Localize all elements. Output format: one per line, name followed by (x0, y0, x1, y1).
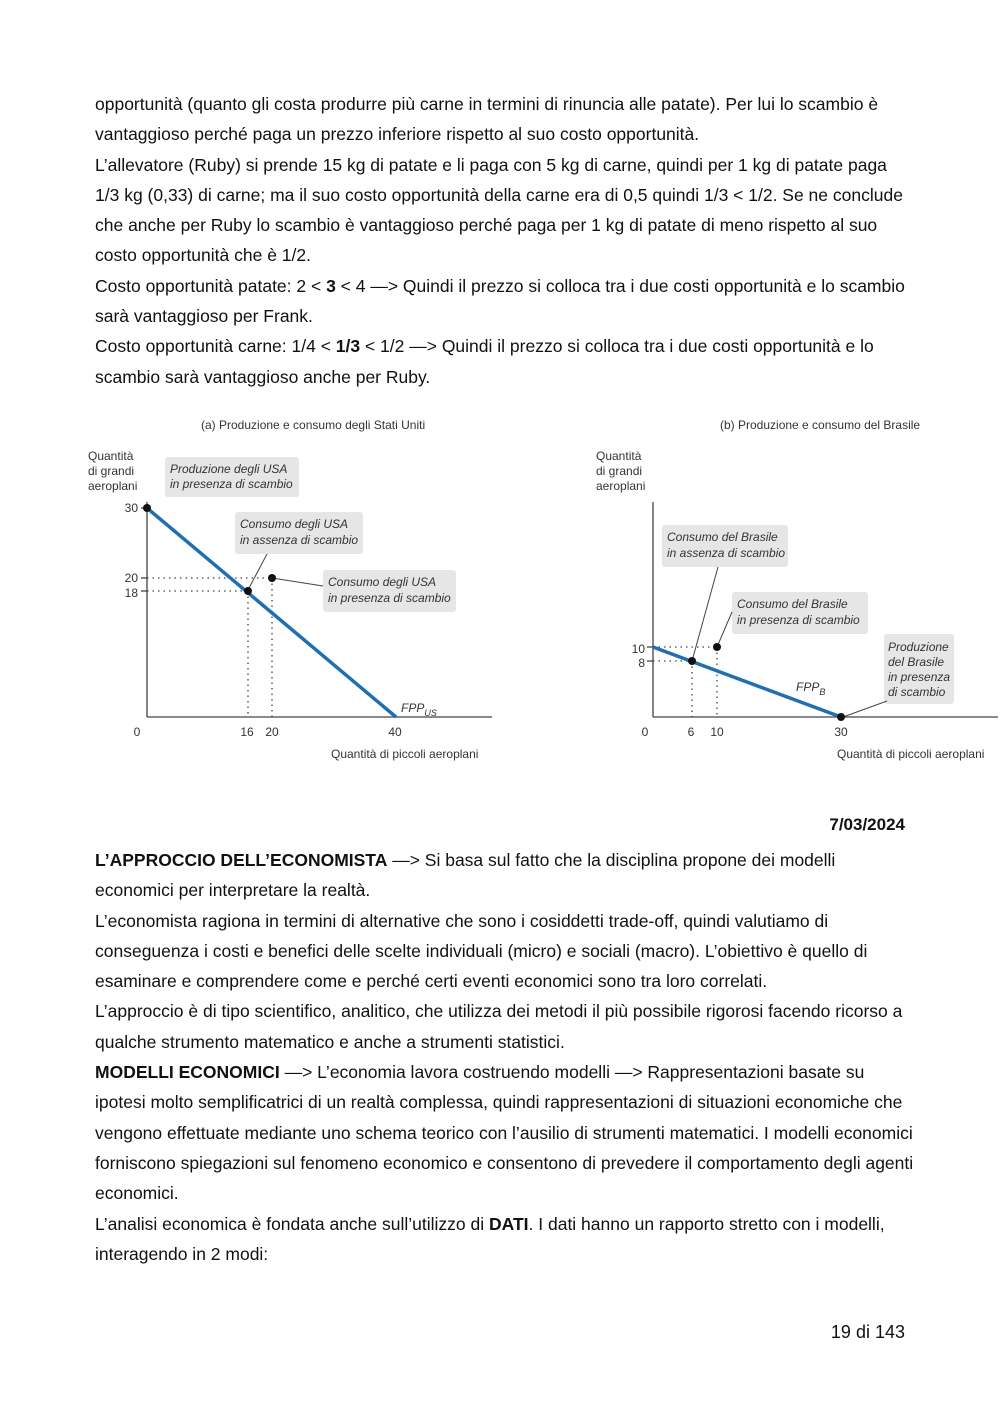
paragraph (95, 845, 915, 906)
paragraph (95, 331, 915, 392)
page-number: 19 di 143 (830, 1322, 905, 1342)
paragraph (95, 1209, 915, 1270)
panel-b-ppf-label-sub: B (819, 687, 826, 697)
panel-a-note-no-trade-1: Consumo degli USA (240, 517, 349, 531)
panel-b-x-label: Quantità di piccoli aeroplani (837, 747, 985, 761)
panel-b-note-production-1: Produzione (888, 640, 949, 654)
paragraph (95, 271, 915, 332)
panel-b-xtick-10: 10 (710, 725, 724, 739)
bold-text: MODELLI ECONOMICI (95, 1062, 280, 1083)
panel-a-point-no-trade (244, 587, 252, 595)
text-run: Costo opportunità carne: 1/4 < (95, 336, 336, 357)
panel-b-ppf-label (796, 680, 825, 697)
panel-a-point-trade (268, 574, 276, 582)
panel-a-chart (80, 405, 500, 775)
panel-a-xtick-16: 16 (240, 725, 254, 739)
panel-b-ytick-10: 10 (631, 642, 645, 656)
panel-a-ytick-30: 30 (124, 501, 138, 515)
text-block-bottom (95, 845, 915, 1269)
panel-b-note-production-3: in presenza (888, 670, 951, 684)
paragraph (95, 996, 915, 1057)
panel-b-title: (b) Produzione e consumo del Brasile (720, 418, 921, 432)
panel-b-leader-production (843, 701, 887, 717)
panel-a-ytick-20: 20 (124, 571, 138, 585)
text-run: —> L’economia lavora costruendo modelli —> Rappresentazioni basate su ipotesi molto semplificatrici di un realtà complessa, quindi rappresentazioni di situazioni economiche che vengono effettuate mediante uno schema teorico con l’ausilio di strumenti matematici. I modelli economici forniscono spiegazioni sul fenomeno economico e consentono di prevedere il comportamento degli agenti economici. (95, 1062, 914, 1204)
panel-b-note-no-trade-1: Consumo del Brasile (667, 530, 778, 544)
text-run: L’approccio è di tipo scientifico, analitico, che utilizza dei metodi il più possibile rigorosi facendo ricorso a qualche strumento matematico e anche a strumenti statistici. (95, 1001, 903, 1052)
text-run: opportunità (quanto gli costa produrre più carne in termini di rinuncia alle patate). Per lui lo scambio è vantaggioso perché paga un prezzo inferiore rispetto al suo costo opportunità. (95, 94, 879, 145)
panel-b-point-production (837, 713, 845, 721)
panel-b-note-production-2: del Brasile (888, 655, 945, 669)
panel-a-y-label-3: aeroplani (88, 479, 138, 493)
bold-text: DATI (489, 1213, 529, 1234)
panel-a-x-label: Quantità di piccoli aeroplani (331, 747, 479, 761)
panel-a-ppf-label (401, 701, 437, 718)
panel-a-ytick-18: 18 (124, 586, 138, 600)
panel-a-note-no-trade-2: in assenza di scambio (240, 533, 359, 547)
text-run: . I dati hanno un rapporto stretto con i modelli, interagendo in 2 modi: (95, 1213, 885, 1264)
panel-b-point-no-trade (688, 657, 696, 665)
paragraph (95, 89, 915, 150)
text-run: < 1/2 —> Quindi il prezzo si colloca tra i due costi opportunità e lo scambio sarà vantaggioso anche per Ruby. (95, 336, 874, 387)
panel-b-xtick-30: 30 (834, 725, 848, 739)
text-run: —> Si basa sul fatto che la disciplina propone dei modelli economici per interpretare la realtà. (95, 850, 836, 901)
section-date: 7/03/2024 (829, 815, 905, 834)
text-run: Costo opportunità patate: 2 < (95, 275, 327, 296)
panel-a-ppf-label-sub: US (424, 708, 437, 718)
bold-text: 1/3 (335, 336, 361, 357)
panel-b-y-label-3: aeroplani (596, 479, 646, 493)
panel-a-note-trade-1: Consumo degli USA (328, 575, 437, 589)
panel-a-xtick-0: 0 (133, 725, 141, 739)
bold-text: 3 (326, 275, 336, 296)
panel-a-xtick-40: 40 (388, 725, 402, 739)
panel-a-note-trade-2: in presenza di scambio (328, 591, 451, 605)
paragraph (95, 150, 915, 271)
panel-b-point-trade (713, 643, 721, 651)
paragraph (95, 1057, 915, 1208)
panel-b-ppf-label-main: FPP (796, 680, 820, 694)
panel-a-point-production (143, 504, 151, 512)
panel-a-note-production-1: Produzione degli USA (170, 462, 288, 476)
panel-a-leader-no-trade (248, 554, 267, 590)
panel-b-ytick-8: 8 (638, 656, 645, 670)
bold-text: L’APPROCCIO DELL’ECONOMISTA (95, 850, 388, 870)
panel-b-chart (510, 405, 985, 775)
panel-a-leader-trade (272, 578, 323, 586)
text-run: L’economista ragiona in termini di alternative che sono i cosiddetti trade-off, quindi valutiamo di conseguenza i costi e benefici delle scelte individuali (micro) e sociali (macro). L’obiettivo è quello di esaminare e comprendere come e perché certi eventi economici sono tra loro correlati. (95, 910, 868, 992)
text-block-top (95, 89, 915, 392)
panel-b-note-no-trade-2: in assenza di scambio (667, 546, 786, 560)
panel-b-leader-trade (717, 612, 732, 647)
panel-a-ppf-label-main: FPP (401, 701, 425, 715)
paragraph (95, 906, 915, 997)
text-run: L’analisi economica è fondata anche sull’utilizzo di (95, 1213, 489, 1234)
panel-b-y-label-2: di grandi (596, 464, 643, 478)
panel-a-note-production-2: in presenza di scambio (170, 477, 293, 491)
text-run: < 4 —> Quindi il prezzo si colloca tra i due costi opportunità e lo scambio sarà vantaggioso per Frank. (95, 275, 905, 327)
panel-b-xtick-6: 6 (687, 725, 695, 739)
panel-a-xtick-20: 20 (265, 725, 279, 739)
panel-b-y-label-1: Quantità (596, 449, 642, 463)
text-run: L’allevatore (Ruby) si prende 15 kg di patate e li paga con 5 kg di carne, quindi per 1 kg di patate paga 1/3 kg (0,33) di carne; ma il suo costo opportunità della carne era di 0,5 quindi 1/3 < 1/2. Se ne conclude che anche per Ruby lo scambio è vantaggioso perché paga per 1 kg di patate di meno rispetto al suo costo opportunità che è 1/2. (95, 154, 903, 266)
ppf-figure (80, 405, 985, 775)
panel-a-title: (a) Produzione e consumo degli Stati Uniti (201, 418, 426, 432)
panel-a-y-label-2: di grandi (88, 464, 135, 478)
panel-b-xtick-0: 0 (641, 725, 649, 739)
panel-b-note-production-4: di scambio (888, 685, 946, 699)
panel-b-note-trade-1: Consumo del Brasile (737, 597, 848, 611)
panel-b-note-trade-2: in presenza di scambio (737, 613, 860, 627)
panel-a-y-label-1: Quantità (88, 449, 134, 463)
